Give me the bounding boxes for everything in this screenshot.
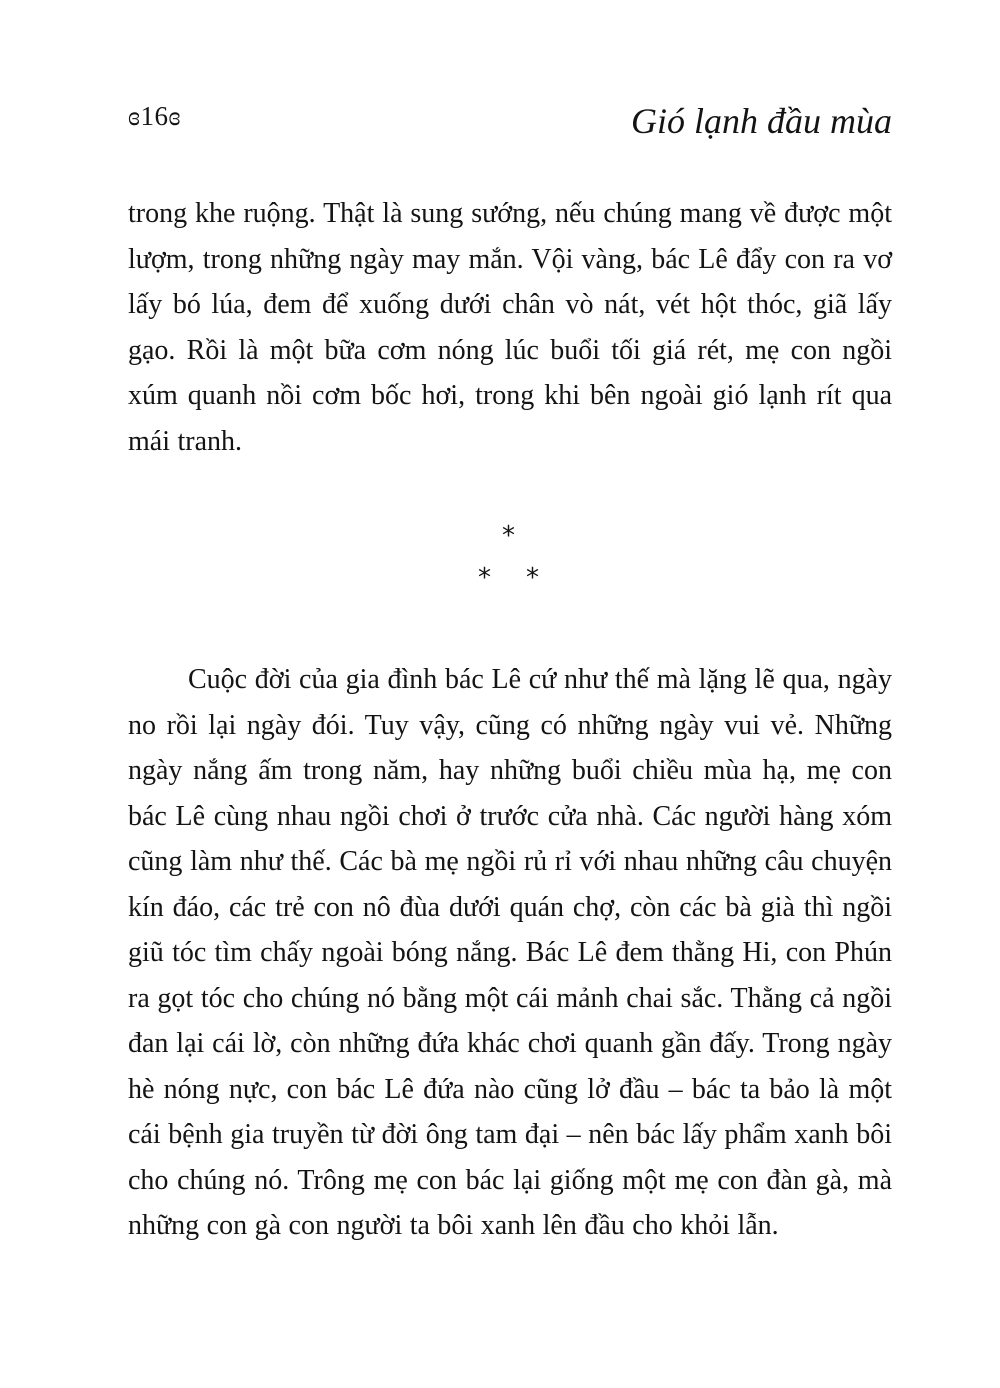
separator-star: * [478, 563, 491, 593]
paragraph: trong khe ruộng. Thật là sung sướng, nếu chúng mang về được một lượm, trong những ngày may mắn. Vội vàng, bác Lê đẩy con ra vơ lấy bó lúa, đem để xuống dưới chân vò nát, vét hột thóc, giã lấy gạo. Rồi là một bữa cơm nóng lúc buổi tối giá rét, mẹ con ngồi xúm quanh nồi cơm bốc hơi, trong khi bên ngoài gió lạnh rít qua mái tranh. [128, 198, 892, 457]
separator-star: * [502, 521, 515, 551]
page-number: ɞ16ɞ [128, 101, 181, 131]
section-separator [460, 515, 560, 595]
paragraph: Cuộc đời của gia đình bác Lê cứ như thế mà lặng lẽ qua, ngày no rồi lại ngày đói. Tuy vậy, cũng có những ngày vui vẻ. Những ngày nắng ấm trong năm, hay những buổi chiều mùa hạ, mẹ con bác Lê cùng nhau ngồi chơi ở trước cửa nhà. Các người hàng xóm cũng làm như thế. Các bà mẹ ngồi rủ rỉ với nhau những câu chuyện kín đáo, các trẻ con nô đùa dưới quán chợ, còn các bà già thì ngồi giũ tóc tìm chấy ngoài bóng nắng. Bác Lê đem thằng Hi, con Phún ra gọt tóc cho chúng nó bằng một cái mảnh chai sắc. Thằng cả ngồi đan lại cái lờ, còn những đứa khác chơi quanh gần đấy. Trong ngày hè nóng nực, con bác Lê đứa nào cũng lở đầu – bác ta bảo là một cái bệnh gia truyền từ đời ông tam đại – nên bác lấy phẩm xanh bôi cho chúng nó. Trông mẹ con bác lại giống một mẹ con đàn gà, mà những con gà con người ta bôi xanh lên đầu cho khỏi lẫn. [128, 664, 892, 1241]
separator-star: * [526, 563, 539, 593]
running-title: Gió lạnh đầu mùa [631, 101, 892, 141]
